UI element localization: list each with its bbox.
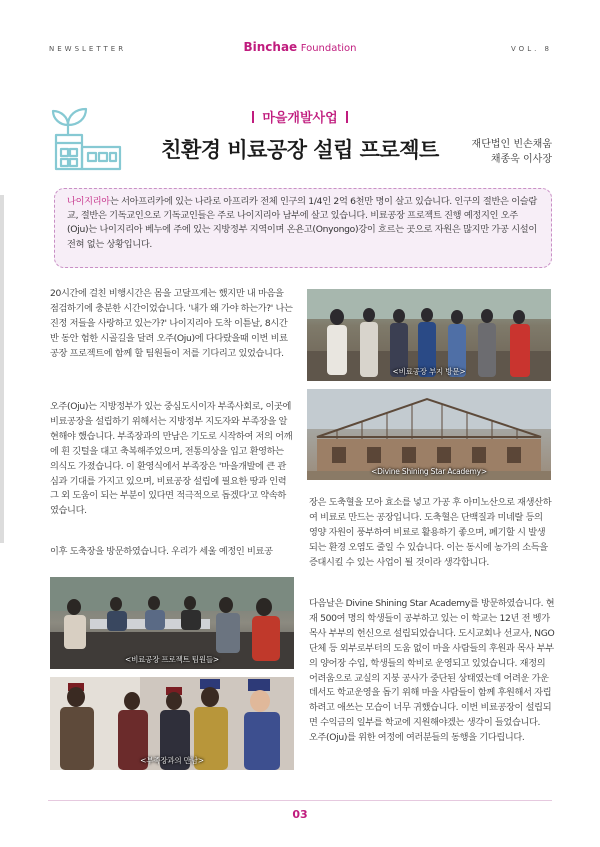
article-title: 친환경 비료공장 설립 프로젝트 [161,138,439,162]
author-block [472,137,552,167]
photo-caption: <비료공장 프로젝트 팀원들> [124,655,220,664]
author-org: 재단법인 빈손채움 [471,139,552,150]
photo-caption: <비료공장 부지 방문> [392,367,466,376]
photo-chief-meeting [50,677,294,770]
body-paragraph-2 [50,400,294,519]
photo-caption: <Divine Shining Star Academy> [371,467,487,476]
page-number: 03 [292,808,308,821]
category-bar-left [252,111,254,123]
paragraph-text: 다음날은 Divine Shining Star Academy를 방문하였습니다. 현재 500여 명의 학생들이 공부하고 있는 이 학교는 12년 전 벵가 목사 부부의 헌신으로 설립되었습니다. 도시교회나 선교사, NGO 단체 등 외부로부터의 도움 없이 마을 사람들의 후원과 목사 부부의 양어장 수입, 학생들의 학비로 운영되고 있었습니다. 재정의 어려움으로 교실의 지붕 공사가 중단된 상태였는데 어려운 가운데서도 학교운영을 돕기 위해 마을 사람들이 함께 후원해서 자립하려고 애쓰는 모습이 너무 귀했습니다. 이번 비료공장이 설립되면 수익금의 일부를 학교에 지원해야겠는 생각이 들었습니다. [309,598,555,729]
paragraph-text: 이후 도축장을 방문하였습니다. 우리가 세울 예정인 비료공 [50,546,273,557]
article-category [0,107,600,126]
body-paragraph-5 [309,597,555,746]
brand-logo [0,40,600,54]
intro-text: 는 서아프리카에 있는 나라로 아프리카 전체 인구의 1/4인 2억 6천만 명이 살고 있습니다. 인구의 절반은 이슬람교, 절반은 기독교인으로 기독교인들은 주로 나이지리아 남부에 살고 있습니다. 비료공장 프로젝트 진행 예정지인 오주(Oju)는 나이지리아 베누에 주에 있는 지방정부 지역이며 온욘고(Onyongo)강이 흐르는 곳으로 자원은 많지만 가공 시설이 전혀 없는 상황입니다. [67,196,537,250]
intro-box [54,188,552,268]
body-paragraph-3 [50,545,294,560]
page-edge-mark [0,195,4,543]
photo-project-team [50,577,294,669]
brand-name: Binchae [243,40,298,54]
paragraph-text: 20시간에 걸친 비행시간은 몸을 고달프게는 했지만 내 마음을 점검하기에 충분한 시간이었습니다. '내가 왜 가야 하는가?' 나는 진정 저들을 사랑하고 있는가?' 나이지리아 도착 이튿날, 8시간 반 동안 험한 시골길을 달려 오주(Oju)에 다다랐을때 이번 비료공장 프로젝트에 함께 할 팀원들이 저를 기다리고 있었습니다. [50,288,293,359]
paragraph-text: 오주(Oju)를 위한 여정에 여러분들의 동행을 기다립니다. [309,732,525,744]
paragraph-text: 오주(Oju)는 지방정부가 있는 중심도시이자 부족사회로, 이곳에 비료공장을 설립하기 위해서는 지방정부 지도자와 부족장을 알현해야 했습니다. 부족장과의 만남은 기도로 시작하여 저의 어깨에 흰 깃털을 대고 축복해주었으며, 전통의상을 입고 환영하는 의식도 가졌습니다. 이 환영식에서 부족장은 '마을개발에 큰 관심과 기대를 가지고 있으며, 비료공장 설립에 필요한 땅과 인력 그 외 도움이 되는 부분이 있다면 적극적으로 돕겠다'고 약속하였습니다. [50,401,293,517]
footer-divider [48,800,552,801]
category-label: 마을개발사업 [262,111,338,126]
intro-highlight: 나이지리아 [67,196,110,207]
body-paragraph-4 [309,496,553,571]
body-paragraph-1 [50,287,294,362]
brand-sub: Foundation [300,43,357,54]
category-bar-right [346,111,348,123]
photo-academy-building [307,389,551,480]
photo-caption: <부족장과의 만남> [140,756,204,765]
paragraph-text: 장은 도축혈을 모아 효소를 넣고 가공 후 아미노산으로 재생산하여 비료로 만드는 공장입니다. 도축혈은 단백질과 미네랄 등의 영양 자원이 풍부하여 비료로 활용하기 좋으며, 폐기할 시 발생되는 환경 오염도 줄일 수 있습니다. 이는 동시에 농가의 소득을 증대시킬 수 있는 사업이 될 것이라 생각합니다. [309,497,552,568]
author-name: 채종욱 이사장 [490,154,552,165]
volume-label: VOL. 8 [511,45,552,53]
newsletter-label: NEWSLETTER [49,45,127,53]
photo-factory-site-visit [307,289,551,381]
